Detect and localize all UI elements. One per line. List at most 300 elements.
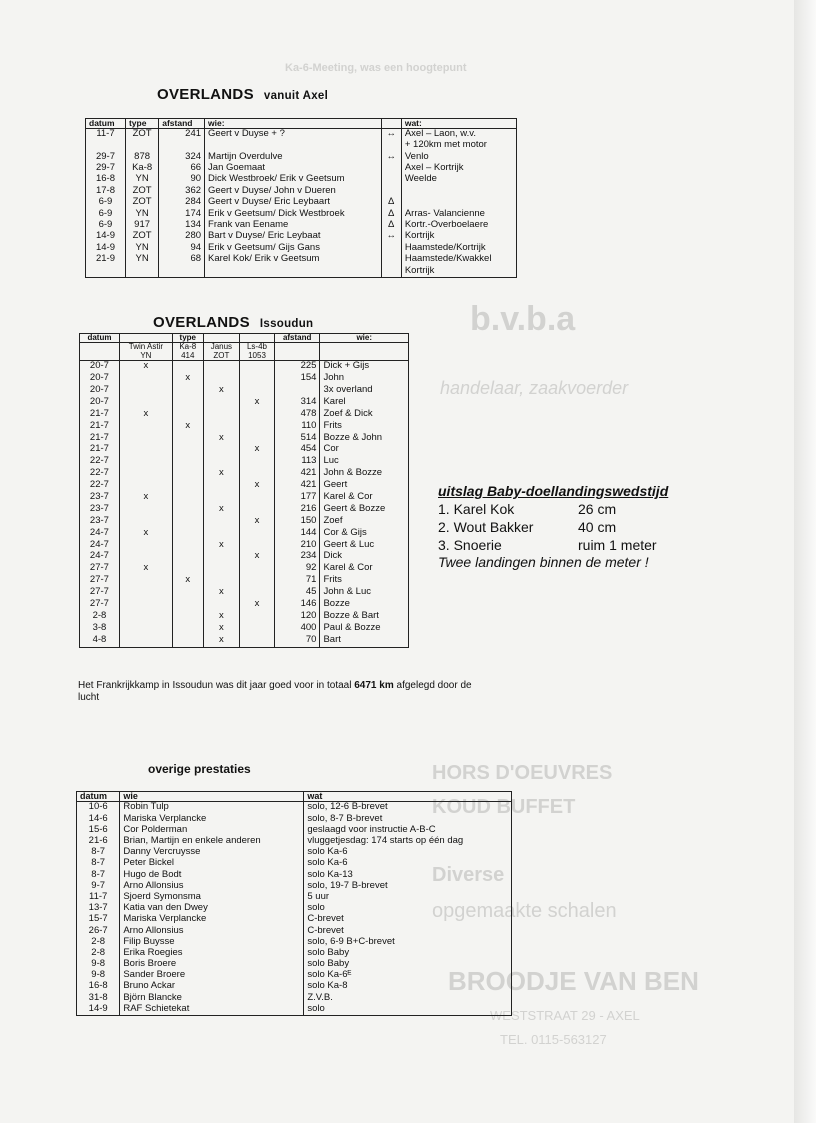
col-datum-cell: 16-8 bbox=[77, 981, 120, 992]
col-datum-cell: 23-7 bbox=[80, 516, 120, 528]
table-row bbox=[86, 254, 517, 265]
col-datum-cell: 26-7 bbox=[77, 926, 120, 937]
col-ls4b-cell bbox=[240, 611, 275, 623]
col-twin-astir-cell bbox=[119, 444, 172, 456]
col-janus-cell bbox=[203, 563, 239, 575]
col-ka8-cell bbox=[172, 409, 203, 421]
col-wie-cell: Arno Allonsius bbox=[120, 926, 304, 937]
col-wat-cell: Haamstede/Kwakkel bbox=[401, 254, 516, 265]
col-datum-cell: 15-7 bbox=[77, 914, 120, 925]
col-afstand-cell: 174 bbox=[159, 209, 205, 220]
ghost-top-text: Ka-6-Meeting, was een hoogtepunt bbox=[285, 62, 467, 74]
uitslag-row bbox=[438, 519, 668, 535]
col-wat-header: wat: bbox=[401, 119, 516, 129]
col-type-cell: Ka-8 bbox=[125, 163, 158, 174]
col-wie-cell: Danny Vercruysse bbox=[120, 847, 304, 858]
col-ka8-cell bbox=[172, 492, 203, 504]
col-datum-cell: 22-7 bbox=[80, 456, 120, 468]
col-afstand-cell: 94 bbox=[159, 243, 205, 254]
table-row bbox=[86, 197, 517, 208]
col-afstand-cell bbox=[159, 266, 205, 278]
col-twin-astir-cell: x bbox=[119, 361, 172, 373]
col-wie-cell: John bbox=[320, 373, 409, 385]
col-datum-cell: 24-7 bbox=[80, 528, 120, 540]
col-datum-cell: 24-7 bbox=[80, 540, 120, 552]
col-afstand-cell: 362 bbox=[159, 186, 205, 197]
col-datum-cell: 6-9 bbox=[86, 220, 126, 231]
col-ls4b-cell bbox=[240, 409, 275, 421]
axel-title-main: OVERLANDS bbox=[157, 86, 254, 103]
col-wat-cell: solo bbox=[304, 903, 512, 914]
ghost-tel: TEL. 0115-563127 bbox=[500, 1032, 607, 1047]
table-row bbox=[80, 528, 409, 540]
col-wat-cell: solo Ka-8 bbox=[304, 981, 512, 992]
issoudun-title-main: OVERLANDS bbox=[153, 314, 250, 331]
uitslag-result: 40 cm bbox=[578, 519, 617, 535]
col-datum-cell: 21-6 bbox=[77, 836, 120, 847]
uitslag-note: Twee landingen binnen de meter ! bbox=[438, 554, 649, 570]
col-wie-cell: Mariska Verplancke bbox=[120, 914, 304, 925]
col-datum-header: datum bbox=[86, 119, 126, 129]
col-janus-cell: x bbox=[203, 635, 239, 647]
col-datum-cell: 27-7 bbox=[80, 575, 120, 587]
ghost-koud: KOUD BUFFET bbox=[432, 796, 576, 818]
col-ka8-cell bbox=[172, 623, 203, 635]
col-wie-cell: Bart bbox=[320, 635, 409, 647]
overige-header-row bbox=[77, 792, 512, 802]
col-wie-cell: Hugo de Bodt bbox=[120, 870, 304, 881]
table-row bbox=[86, 140, 517, 151]
col-datum-cell: 9-8 bbox=[77, 959, 120, 970]
col-wie-cell: Zoef bbox=[320, 516, 409, 528]
col-wat-cell: solo, 8-7 B-brevet bbox=[304, 814, 512, 825]
col-wie-cell: Boris Broere bbox=[120, 959, 304, 970]
col-twin-astir-cell: x bbox=[119, 563, 172, 575]
col-ls4b-cell: x bbox=[240, 551, 275, 563]
total-pre: Het Frankrijkkamp in Issoudun was dit jaar goed voor in totaal bbox=[78, 680, 352, 691]
col-wie-cell: Frits bbox=[320, 421, 409, 433]
col-ls4b-cell bbox=[240, 528, 275, 540]
axel-title bbox=[157, 86, 328, 103]
col-wie-cell: Frank van Eename bbox=[205, 220, 382, 231]
col-afstand-cell: 324 bbox=[159, 152, 205, 163]
table-row bbox=[77, 981, 512, 992]
col-datum-cell: 20-7 bbox=[80, 397, 120, 409]
uitslag-title: uitslag Baby-doellandingswedstijd bbox=[438, 483, 669, 499]
col-afstand-cell: 234 bbox=[274, 551, 320, 563]
table-row bbox=[80, 421, 409, 433]
col-ls4b-cell bbox=[240, 456, 275, 468]
col-symbol-cell: Δ bbox=[381, 209, 401, 220]
col-janus-cell bbox=[203, 528, 239, 540]
col-datum-cell bbox=[86, 140, 126, 151]
col-ka8-subheader: Ka-8 414 bbox=[172, 343, 203, 361]
col-wie-cell: Bart v Duyse/ Eric Leybaat bbox=[205, 231, 382, 242]
col-wat-cell: solo Ka-13 bbox=[304, 870, 512, 881]
col-datum-cell: 22-7 bbox=[80, 480, 120, 492]
col-ka8-cell bbox=[172, 528, 203, 540]
col-datum-cell: 11-7 bbox=[86, 128, 126, 140]
col-afstand-cell: 113 bbox=[274, 456, 320, 468]
col-twin-astir-cell bbox=[119, 516, 172, 528]
table-row bbox=[77, 802, 512, 814]
col-afstand-cell: 92 bbox=[274, 563, 320, 575]
col-type-cell: YN bbox=[125, 254, 158, 265]
col-wat-cell: vluggetjesdag: 174 starts op één dag bbox=[304, 836, 512, 847]
col-ka8-cell bbox=[172, 456, 203, 468]
col-afstand-cell: 68 bbox=[159, 254, 205, 265]
table-row bbox=[80, 444, 409, 456]
col-wat-header: wat bbox=[304, 792, 512, 802]
col-twin-astir-cell bbox=[119, 373, 172, 385]
col-wie-cell: Geert & Bozze bbox=[320, 504, 409, 516]
col-symbol-cell: ↔ bbox=[381, 128, 401, 140]
col-wie-cell: Geert v Duyse/ John v Dueren bbox=[205, 186, 382, 197]
col-symbol-cell: ↔ bbox=[381, 152, 401, 163]
col-wat-cell: 5 uur bbox=[304, 892, 512, 903]
col-afstand-cell: 45 bbox=[274, 587, 320, 599]
ghost-broodje: BROODJE VAN BEN bbox=[448, 966, 699, 996]
col-ka8-cell: x bbox=[172, 373, 203, 385]
col-wie-cell: Geert v Duyse + ? bbox=[205, 128, 382, 140]
col-datum-header: datum bbox=[77, 792, 120, 802]
col-ka8-cell bbox=[172, 540, 203, 552]
page-edge bbox=[794, 0, 816, 1123]
col-ka8-cell bbox=[172, 385, 203, 397]
col-janus-cell: x bbox=[203, 504, 239, 516]
col-wie-cell: Dick Westbroek/ Erik v Geetsum bbox=[205, 174, 382, 185]
table-row bbox=[77, 926, 512, 937]
col-janus-cell: x bbox=[203, 623, 239, 635]
col-afstand-header: afstand bbox=[274, 334, 320, 343]
col-twin-astir-cell bbox=[119, 623, 172, 635]
col-symbol-cell: Δ bbox=[381, 197, 401, 208]
col-wat-cell: solo, 12-6 B-brevet bbox=[304, 802, 512, 814]
col-afstand-cell: 70 bbox=[274, 635, 320, 647]
col-type-cell bbox=[125, 140, 158, 151]
col-wie-cell: Geert bbox=[320, 480, 409, 492]
col-datum-cell: 24-7 bbox=[80, 551, 120, 563]
col-ls4b-cell bbox=[240, 575, 275, 587]
uitslag-name: 3. Snoerie bbox=[438, 537, 502, 553]
col-afstand-cell: 144 bbox=[274, 528, 320, 540]
table-row bbox=[80, 587, 409, 599]
col-datum-cell: 20-7 bbox=[80, 361, 120, 373]
col-afstand-cell: 120 bbox=[274, 611, 320, 623]
col-datum-cell: 21-7 bbox=[80, 421, 120, 433]
table-row bbox=[80, 361, 409, 373]
col-datum-cell: 4-8 bbox=[80, 635, 120, 647]
issoudun-overlands-table bbox=[79, 333, 409, 648]
col-twin-astir-cell bbox=[119, 421, 172, 433]
col-wie-cell: Björn Blancke bbox=[120, 993, 304, 1004]
col-symbol-cell bbox=[381, 243, 401, 254]
col-wie-cell: Luc bbox=[320, 456, 409, 468]
col-afstand-cell: 216 bbox=[274, 504, 320, 516]
col-symbol-cell bbox=[381, 140, 401, 151]
col-afstand-cell: 177 bbox=[274, 492, 320, 504]
col-janus-cell bbox=[203, 409, 239, 421]
table-row bbox=[80, 623, 409, 635]
uitslag-name: 1. Karel Kok bbox=[438, 501, 515, 517]
col-datum-cell: 14-9 bbox=[86, 231, 126, 242]
col-twin-astir-cell bbox=[119, 540, 172, 552]
col-wie-cell: Katia van den Dwey bbox=[120, 903, 304, 914]
col-twin-astir-cell: x bbox=[119, 528, 172, 540]
col-type-cell: YN bbox=[125, 174, 158, 185]
col-wat-cell: Kortr.-Overboelaere bbox=[401, 220, 516, 231]
col-janus-cell: x bbox=[203, 468, 239, 480]
col-janus-cell bbox=[203, 516, 239, 528]
col-datum-cell: 10-6 bbox=[77, 802, 120, 814]
ghost-bvba: b.v.b.a bbox=[470, 300, 576, 338]
col-wat-cell: solo Ka-6 bbox=[304, 847, 512, 858]
col-datum-cell: 21-7 bbox=[80, 444, 120, 456]
col-symbol-header bbox=[381, 119, 401, 129]
table-row bbox=[80, 611, 409, 623]
col-afstand-cell bbox=[159, 140, 205, 151]
col-ls4b-cell bbox=[240, 492, 275, 504]
col-wat-cell: solo, 19-7 B-brevet bbox=[304, 881, 512, 892]
col-type-cell: ZOT bbox=[125, 186, 158, 197]
uitslag-row bbox=[438, 537, 668, 553]
table-row bbox=[80, 540, 409, 552]
table-row bbox=[80, 468, 409, 480]
col-ls4b-subheader: Ls-4b 1053 bbox=[240, 343, 275, 361]
col-datum-cell: 27-7 bbox=[80, 599, 120, 611]
col-wie-cell: Geert v Duyse/ Eric Leybaart bbox=[205, 197, 382, 208]
col-janus-cell: x bbox=[203, 385, 239, 397]
col-type-cell: YN bbox=[125, 209, 158, 220]
col-afstand-cell: 280 bbox=[159, 231, 205, 242]
col-wie-cell: Cor Polderman bbox=[120, 825, 304, 836]
col-datum-cell: 27-7 bbox=[80, 587, 120, 599]
col-afstand-cell: 454 bbox=[274, 444, 320, 456]
col-afstand-cell: 225 bbox=[274, 361, 320, 373]
col-wie-cell: 3x overland bbox=[320, 385, 409, 397]
ghost-diverse: Diverse bbox=[432, 864, 505, 886]
col-datum-cell: 16-8 bbox=[86, 174, 126, 185]
col-ls4b-cell bbox=[240, 623, 275, 635]
col-janus-cell: x bbox=[203, 540, 239, 552]
col-type-cell: ZOT bbox=[125, 128, 158, 140]
table-row bbox=[80, 504, 409, 516]
col-janus-cell bbox=[203, 397, 239, 409]
col-datum-cell: 2-8 bbox=[77, 948, 120, 959]
col-wat-cell: Arras- Valancienne bbox=[401, 209, 516, 220]
col-twin-astir-cell bbox=[119, 575, 172, 587]
col-afstand-cell: 241 bbox=[159, 128, 205, 140]
uitslag-result: ruim 1 meter bbox=[578, 537, 657, 553]
col-datum-cell: 21-7 bbox=[80, 433, 120, 445]
col-wie-cell: Geert & Luc bbox=[320, 540, 409, 552]
col-wie-cell: Sjoerd Symonsma bbox=[120, 892, 304, 903]
col-janus-cell: x bbox=[203, 611, 239, 623]
col-datum-cell: 14-9 bbox=[77, 1004, 120, 1016]
col-afstand-cell: 110 bbox=[274, 421, 320, 433]
col-wie-cell: Dick bbox=[320, 551, 409, 563]
col-twin-astir-cell bbox=[119, 468, 172, 480]
col-ka8-cell bbox=[172, 599, 203, 611]
table-row bbox=[80, 397, 409, 409]
table-row bbox=[86, 266, 517, 278]
col-twin-astir-cell bbox=[119, 587, 172, 599]
col-wat-cell: + 120km met motor bbox=[401, 140, 516, 151]
col-ls4b-cell bbox=[240, 421, 275, 433]
col-janus-cell: x bbox=[203, 587, 239, 599]
col-wie-subheader bbox=[320, 343, 409, 361]
col-wie-cell: Frits bbox=[320, 575, 409, 587]
col-datum-cell: 2-8 bbox=[80, 611, 120, 623]
col-ka8-cell bbox=[172, 587, 203, 599]
col-wat-cell: C-brevet bbox=[304, 914, 512, 925]
col-wie-cell: Paul & Bozze bbox=[320, 623, 409, 635]
col-ka8-cell bbox=[172, 611, 203, 623]
col-wie-cell: Erika Roegies bbox=[120, 948, 304, 959]
col-afstand-cell: 134 bbox=[159, 220, 205, 231]
col-datum-cell: 23-7 bbox=[80, 504, 120, 516]
col-datum-cell: 6-9 bbox=[86, 209, 126, 220]
col-afstand-header: afstand bbox=[159, 119, 205, 129]
issoudun-total-text bbox=[78, 680, 478, 704]
col-afstand-cell: 314 bbox=[274, 397, 320, 409]
col-datum-cell: 6-9 bbox=[86, 197, 126, 208]
col-wie-header: wie: bbox=[320, 334, 409, 343]
col-datum-cell: 9-7 bbox=[77, 881, 120, 892]
table-row bbox=[80, 563, 409, 575]
col-symbol-cell bbox=[381, 266, 401, 278]
col-wie-header: wie: bbox=[205, 119, 382, 129]
col-afstand-cell: 146 bbox=[274, 599, 320, 611]
col-wie-cell: Arno Allonsius bbox=[120, 881, 304, 892]
col-datum-cell: 29-7 bbox=[86, 152, 126, 163]
col-wie-cell: John & Bozze bbox=[320, 468, 409, 480]
axel-header-row bbox=[86, 119, 517, 129]
col-datum-cell bbox=[86, 266, 126, 278]
col-ka8-cell bbox=[172, 551, 203, 563]
col-twin-astir-cell bbox=[119, 385, 172, 397]
col-ls4b-cell bbox=[240, 373, 275, 385]
col-janus-subheader: Janus ZOT bbox=[203, 343, 239, 361]
table-row bbox=[80, 635, 409, 647]
col-symbol-cell bbox=[381, 174, 401, 185]
col-ka8-header: type bbox=[172, 334, 203, 343]
col-twin-astir-cell bbox=[119, 456, 172, 468]
col-ka8-cell: x bbox=[172, 421, 203, 433]
col-ka8-cell bbox=[172, 468, 203, 480]
col-ka8-cell bbox=[172, 635, 203, 647]
col-ls4b-cell bbox=[240, 635, 275, 647]
col-type-cell: ZOT bbox=[125, 197, 158, 208]
col-wie-cell bbox=[205, 140, 382, 151]
col-ls4b-cell bbox=[240, 563, 275, 575]
ghost-schalen: opgemaakte schalen bbox=[432, 900, 617, 922]
col-datum-cell: 20-7 bbox=[80, 385, 120, 397]
table-row bbox=[80, 433, 409, 445]
col-ls4b-cell: x bbox=[240, 444, 275, 456]
col-datum-cell: 27-7 bbox=[80, 563, 120, 575]
col-datum-header: datum bbox=[80, 334, 120, 343]
col-datum-cell: 21-7 bbox=[80, 409, 120, 421]
col-ka8-cell bbox=[172, 504, 203, 516]
col-twin-astir-cell: x bbox=[119, 492, 172, 504]
col-janus-cell: x bbox=[203, 433, 239, 445]
col-datum-cell: 8-7 bbox=[77, 858, 120, 869]
col-datum-cell: 20-7 bbox=[80, 373, 120, 385]
overige-prestaties-table bbox=[76, 791, 512, 1016]
col-janus-cell bbox=[203, 551, 239, 563]
col-ls4b-cell bbox=[240, 361, 275, 373]
col-wie-cell: Filip Buysse bbox=[120, 937, 304, 948]
uitslag-row bbox=[438, 501, 668, 517]
col-janus-cell bbox=[203, 480, 239, 492]
col-wie-cell: Jan Goemaat bbox=[205, 163, 382, 174]
col-datum-cell: 15-6 bbox=[77, 825, 120, 836]
col-wie-cell: Zoef & Dick bbox=[320, 409, 409, 421]
col-wie-cell: Sander Broere bbox=[120, 970, 304, 981]
table-row bbox=[80, 385, 409, 397]
col-wie-cell: Bozze bbox=[320, 599, 409, 611]
col-ka8-cell bbox=[172, 397, 203, 409]
col-ls4b-cell: x bbox=[240, 516, 275, 528]
col-wat-cell: geslaagd voor instructie A-B-C bbox=[304, 825, 512, 836]
col-datum-cell: 11-7 bbox=[77, 892, 120, 903]
col-wie-cell: Erik v Geetsum/ Dick Westbroek bbox=[205, 209, 382, 220]
col-wie-cell: John & Luc bbox=[320, 587, 409, 599]
col-ka8-cell bbox=[172, 480, 203, 492]
col-ls4b-cell: x bbox=[240, 397, 275, 409]
col-datum-cell: 13-7 bbox=[77, 903, 120, 914]
col-twin-astir-cell bbox=[119, 433, 172, 445]
col-type-cell: ZOT bbox=[125, 231, 158, 242]
col-afstand-cell: 150 bbox=[274, 516, 320, 528]
col-ka8-cell bbox=[172, 433, 203, 445]
col-wat-cell: solo Baby bbox=[304, 948, 512, 959]
col-janus-cell bbox=[203, 361, 239, 373]
col-ka8-cell bbox=[172, 516, 203, 528]
col-type-header: type bbox=[125, 119, 158, 129]
col-symbol-cell: ↔ bbox=[381, 231, 401, 242]
col-ls4b-cell bbox=[240, 504, 275, 516]
col-wie-cell: Martijn Overdulve bbox=[205, 152, 382, 163]
col-wie-cell: Brian, Martijn en enkele anderen bbox=[120, 836, 304, 847]
col-datum-cell: 8-7 bbox=[77, 847, 120, 858]
uitslag-name: 2. Wout Bakker bbox=[438, 519, 534, 535]
ghost-trader: handelaar, zaakvoerder bbox=[440, 378, 629, 398]
col-datum-cell: 14-6 bbox=[77, 814, 120, 825]
col-afstand-cell: 421 bbox=[274, 468, 320, 480]
col-wat-cell: solo Ka-6 bbox=[304, 858, 512, 869]
col-ls4b-cell: x bbox=[240, 599, 275, 611]
col-wie-cell: Peter Bickel bbox=[120, 858, 304, 869]
col-wat-cell: Haamstede/Kortrijk bbox=[401, 243, 516, 254]
col-datum-cell: 9-8 bbox=[77, 970, 120, 981]
table-row bbox=[77, 914, 512, 925]
col-wat-cell: solo Ka-6ᴱ bbox=[304, 970, 512, 981]
col-twin-astir-cell bbox=[119, 611, 172, 623]
col-datum-cell: 3-8 bbox=[80, 623, 120, 635]
uitslag-block bbox=[438, 483, 668, 570]
col-wie-cell: Bozze & Bart bbox=[320, 611, 409, 623]
col-wat-cell: Venlo bbox=[401, 152, 516, 163]
col-ls4b-cell: x bbox=[240, 480, 275, 492]
col-wat-cell: Axel – Kortrijk bbox=[401, 163, 516, 174]
col-wie-header: wie bbox=[120, 792, 304, 802]
ghost-hors: HORS D'OEUVRES bbox=[432, 762, 613, 784]
col-twin-astir-cell bbox=[119, 504, 172, 516]
col-wie-cell: Mariska Verplancke bbox=[120, 814, 304, 825]
col-datum-cell: 29-7 bbox=[86, 163, 126, 174]
